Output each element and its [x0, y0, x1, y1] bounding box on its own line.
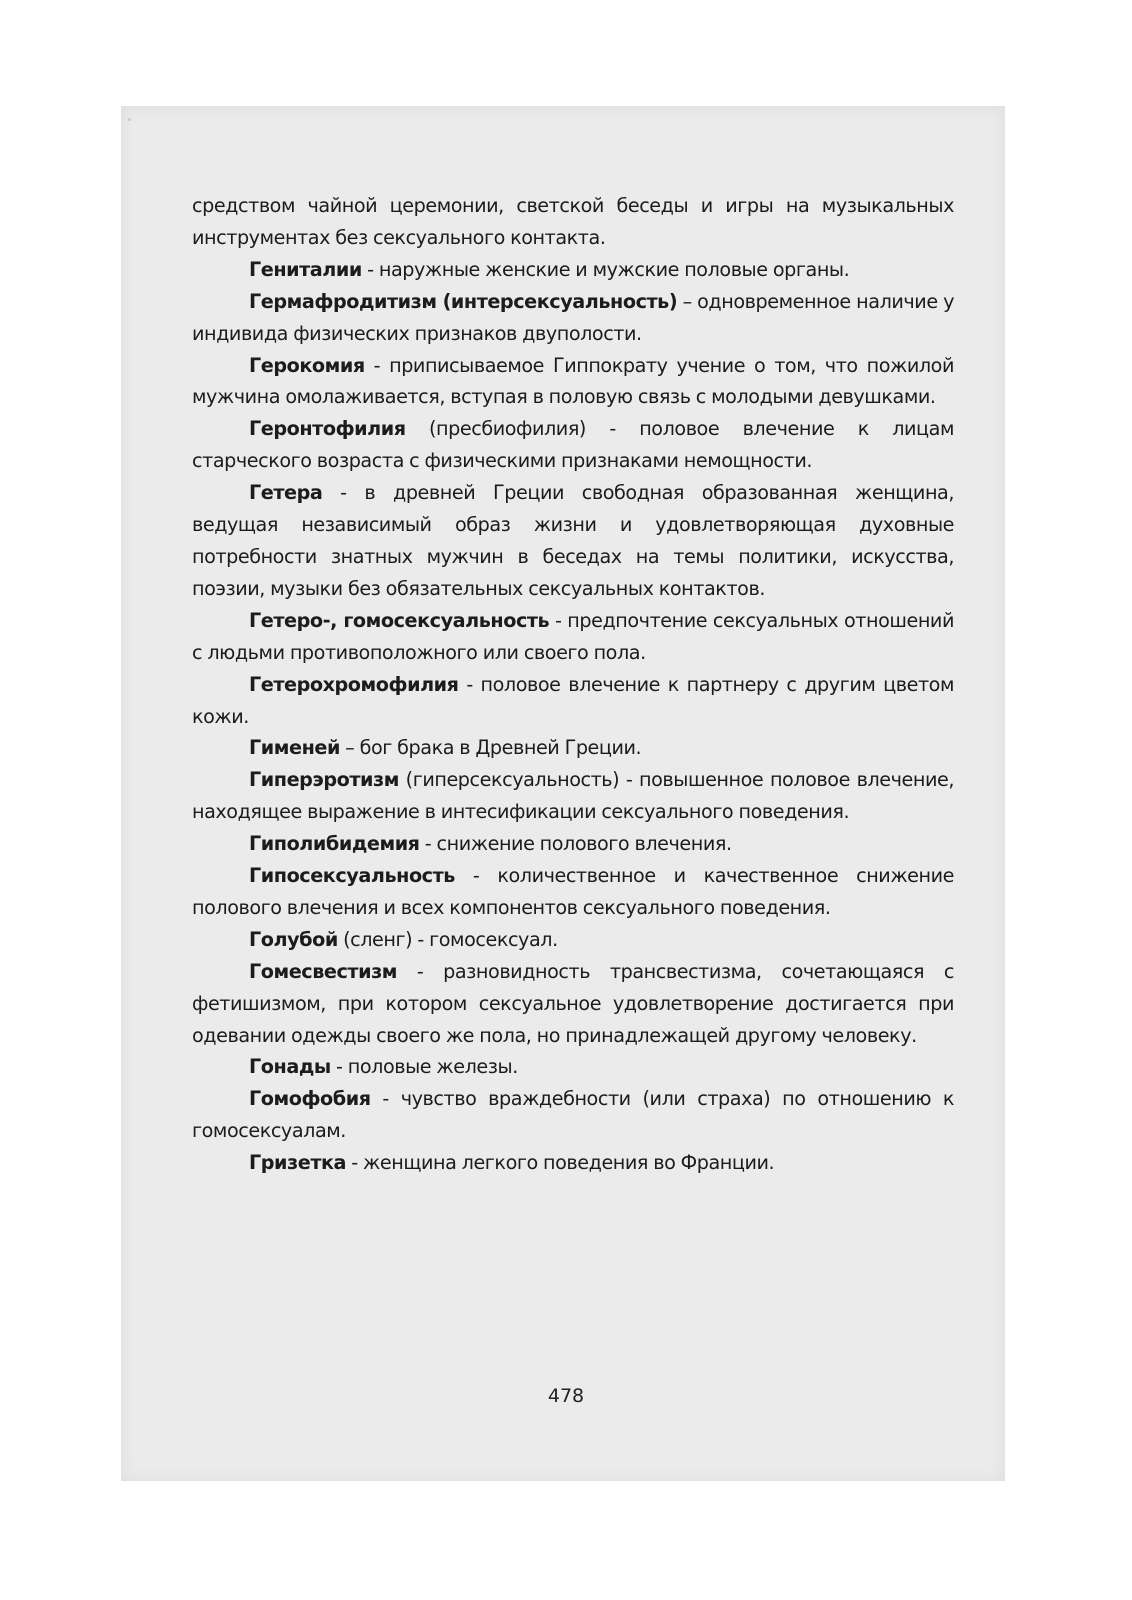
term-separator: – — [339, 736, 360, 760]
glossary-definition: бог брака в Древней Греции. — [359, 736, 642, 760]
glossary-term: Гениталии — [249, 257, 362, 281]
page-number: 478 — [547, 1385, 585, 1407]
glossary-definition: (пресбиофилия) - половое влечение к лицам старческого возраста с физическими признаками немощности. — [192, 417, 954, 473]
glossary-paragraph — [192, 860, 954, 924]
glossary-term: Гетерохромофилия — [249, 672, 459, 696]
glossary-term: Гризетка — [249, 1151, 347, 1175]
glossary-paragraph — [192, 828, 954, 860]
glossary-paragraph — [192, 190, 954, 254]
term-separator: - — [322, 481, 365, 505]
glossary-paragraph — [192, 1083, 954, 1147]
glossary-definition: женщина легкого поведения во Франции. — [363, 1151, 775, 1175]
glossary-term: Гименей — [249, 736, 340, 760]
glossary-term: Герокомия — [249, 353, 365, 377]
glossary-term: Гиполибидемия — [249, 832, 420, 856]
glossary-paragraph — [192, 286, 954, 350]
glossary-paragraph — [192, 956, 954, 1052]
glossary-definition: (гиперсексуальность) - повышенное половое влечение, находящее выражение в интесификации сексуального поведения. — [192, 768, 955, 824]
glossary-term: Гомесвестизм — [249, 959, 398, 983]
glossary-paragraph — [192, 1051, 954, 1083]
glossary-definition: снижение полового влечения. — [436, 832, 732, 856]
glossary-paragraph — [192, 477, 954, 605]
glossary-text — [192, 190, 954, 1179]
glossary-term: Гиперэротизм — [249, 768, 399, 792]
glossary-definition: средством чайной церемонии, светской беседы и игры на музыкальных инструментах без сексуального контакта. — [192, 194, 954, 249]
glossary-paragraph — [192, 669, 954, 733]
glossary-definition: приписываемое Гиппократу учение о том, что пожилой мужчина омолаживается, вступая в половую связь с молодыми девушками. — [192, 353, 954, 409]
glossary-definition: одновременное наличие у индивида физических признаков двуполости. — [192, 289, 954, 345]
glossary-paragraph — [192, 732, 954, 764]
glossary-term: Гипосексуальность — [249, 864, 455, 888]
term-separator: - — [397, 959, 444, 983]
glossary-paragraph — [192, 254, 954, 286]
term-separator: - — [370, 1087, 401, 1111]
glossary-definition: количественное и качественное снижение полового влечения и всех компонентов сексуального поведения. — [192, 864, 954, 919]
term-separator: - — [361, 257, 379, 281]
glossary-definition: в древней Греции свободная образованная женщина, ведущая независимый образ жизни и удовлетворяющая духовные потребности знатных мужчин в беседах на темы политики, искусства, поэзии, музыки без обязательных сексуальных контактов. — [192, 481, 954, 600]
glossary-term: Гетера — [249, 481, 323, 505]
term-separator: - — [549, 608, 568, 632]
term-separator — [406, 417, 429, 440]
dust-speck — [128, 118, 131, 121]
glossary-term: Гомофобия — [249, 1087, 371, 1111]
term-separator: - — [419, 832, 437, 856]
glossary-definition: (сленг) - гомосексуал. — [343, 927, 558, 951]
term-separator: – — [677, 289, 698, 313]
term-separator: - — [454, 864, 498, 888]
glossary-paragraph — [192, 764, 954, 828]
glossary-paragraph — [192, 1147, 954, 1179]
glossary-term: Гонады — [249, 1055, 331, 1079]
glossary-paragraph — [192, 413, 954, 477]
glossary-paragraph — [192, 350, 954, 414]
glossary-term: Гетеро-, гомосексуальность — [249, 608, 550, 632]
glossary-definition: наружные женские и мужские половые органы. — [378, 257, 850, 281]
term-separator: - — [364, 353, 390, 377]
term-separator — [399, 768, 406, 791]
glossary-term: Голубой — [249, 927, 338, 951]
glossary-definition: половое влечение к партнеру с другим цветом кожи. — [192, 672, 954, 728]
glossary-definition: чувство враждебности (или страха) по отношению к гомосексуалам. — [192, 1087, 954, 1143]
glossary-term: Гермафродитизм (интерсексуальность) — [249, 289, 678, 313]
term-separator: - — [458, 672, 481, 696]
term-separator: - — [346, 1151, 364, 1175]
glossary-definition: разновидность трансвестизма, сочетающаяся с фетишизмом, при котором сексуальное удовлетворение достигается при одевании одежды своего же пола, но принадлежащей другому человеку. — [192, 959, 954, 1047]
glossary-definition: предпочтение сексуальных отношений с людьми противоположного или своего пола. — [192, 608, 954, 664]
glossary-definition: половые железы. — [347, 1055, 518, 1079]
term-separator: - — [330, 1055, 348, 1079]
glossary-paragraph — [192, 605, 954, 669]
glossary-term: Геронтофилия — [249, 417, 406, 441]
glossary-paragraph — [192, 924, 954, 956]
